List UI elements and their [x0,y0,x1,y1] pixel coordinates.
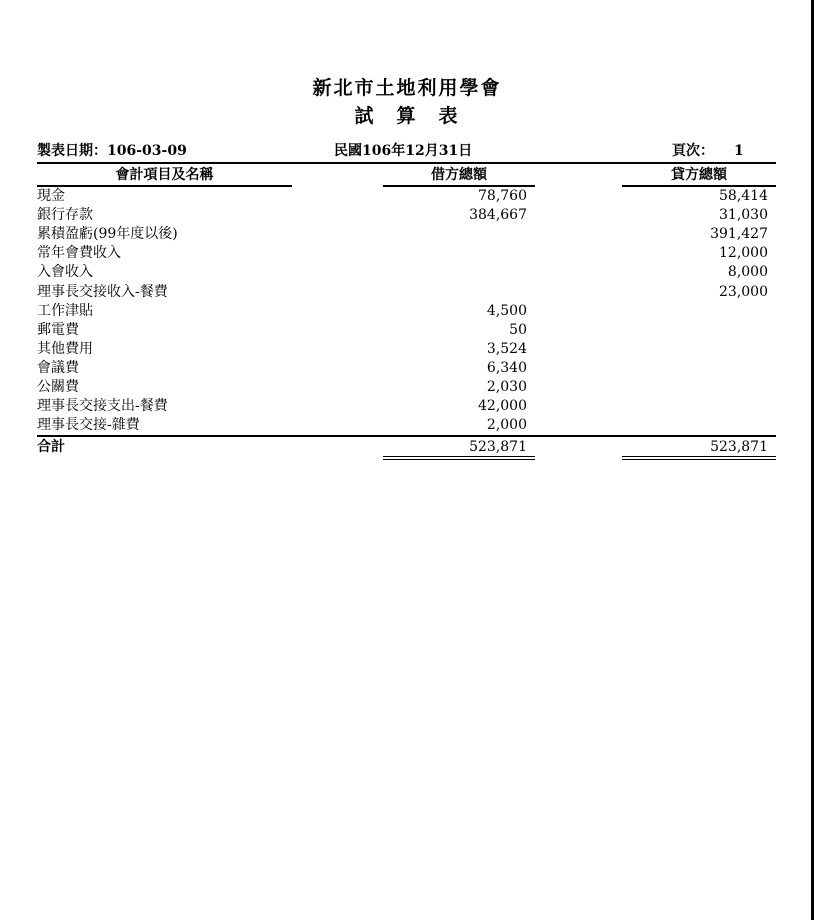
account-name: 理事長交接-雜費 [37,417,140,434]
debit-amount: 6,340 [486,359,527,376]
credit-amount: 12,000 [719,245,768,262]
account-name: 公關費 [37,379,79,395]
debit-amount: 78,760 [478,188,527,204]
prepared-date: 製表日期：106-03-09 [37,143,187,159]
debit-amount: 42,000 [478,398,527,415]
credit-amount: 391,427 [710,226,768,243]
table-row [0,206,814,225]
table-row [0,244,814,263]
report-period: 民國106年12月31日 [334,143,473,159]
credit-amount: 58,414 [719,188,768,204]
total-debit-double-line-2 [383,459,535,460]
table-row [0,359,814,378]
account-name: 其他費用 [37,340,93,357]
account-name: 入會收入 [37,264,93,281]
total-top-rule [37,435,776,437]
debit-amount: 4,500 [486,302,527,319]
table-row [0,302,814,321]
page-number: 1 [734,143,744,159]
report-title: 試 算 表 [354,105,460,127]
page-indicator [672,140,744,160]
table-row [0,283,814,302]
debit-amount: 3,524 [486,340,527,357]
total-credit-double-line-1 [622,456,776,457]
table-row [0,340,814,359]
header-top-rule [37,162,776,164]
table-row [0,321,814,340]
table-row [0,416,814,435]
table-row [0,397,814,416]
organization-title: 新北市土地利用學會 [312,77,502,99]
table-row [0,187,814,206]
account-name: 理事長交接支出-餐費 [37,398,168,415]
debit-amount: 2,030 [486,379,527,395]
credit-amount: 8,000 [727,264,768,281]
table-row [0,263,814,282]
total-debit: 523,871 [469,439,527,455]
credit-amount: 31,030 [719,207,768,224]
total-debit-double-line-1 [383,456,535,457]
page-label: 頁次： [672,143,714,159]
account-name: 累積盈虧(99年度以後) [37,226,178,243]
account-name: 會議費 [37,359,79,376]
account-name: 理事長交接收入-餐費 [37,283,168,300]
debit-amount: 50 [509,321,527,338]
credit-amount: 23,000 [719,283,768,300]
debit-amount: 384,667 [469,207,527,224]
header-credit: 貸方總額 [671,167,727,183]
header-debit: 借方總額 [431,167,487,183]
total-credit: 523,871 [710,439,768,455]
account-name: 現金 [37,188,65,204]
table-row [0,225,814,244]
account-name: 郵電費 [37,321,79,338]
header-account-name: 會計項目及名稱 [115,167,214,183]
account-name: 工作津貼 [37,302,93,319]
account-name: 常年會費收入 [37,245,121,262]
table-row [0,378,814,397]
debit-amount: 2,000 [486,417,527,434]
total-label: 合計 [37,439,65,455]
total-row [0,438,814,457]
account-name: 銀行存款 [37,207,93,224]
total-credit-double-line-2 [622,459,776,460]
